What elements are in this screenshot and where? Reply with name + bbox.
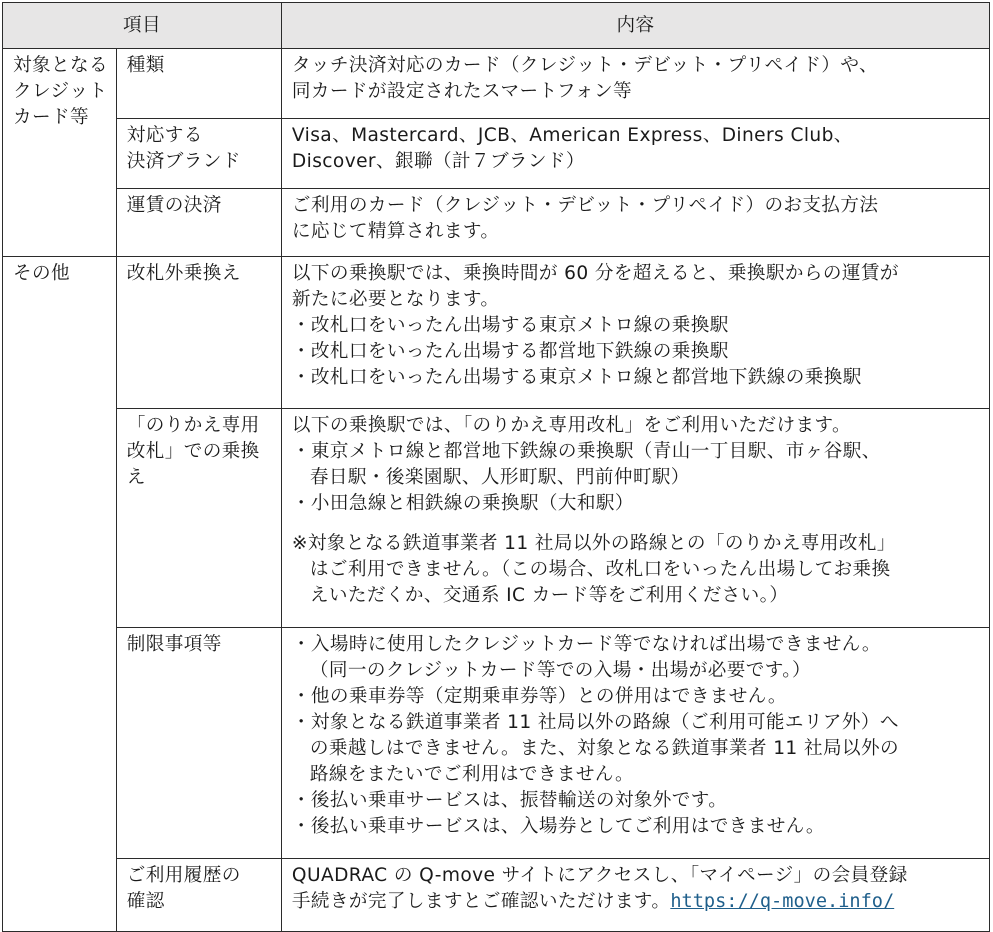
item-label: 改札外乗換え <box>126 263 241 284</box>
content-text: 以下の乗換駅では、「のりかえ専用改札」をご利用いただけます。 <box>291 415 851 436</box>
paragraph-spacer <box>292 517 979 531</box>
item-cell <box>116 189 281 257</box>
table-row <box>3 119 990 189</box>
content-cell <box>281 257 989 409</box>
bullet-item: ・入場時に使用したクレジットカード等でなければ出場できません。 <box>291 634 881 655</box>
item-cell <box>116 257 281 409</box>
bullet-item: ・東京メトロ線と都営地下鉄線の乗換駅（青山一丁目駅、市ヶ谷駅、 <box>291 441 881 462</box>
item-label: 「のりかえ専用 <box>126 415 260 436</box>
bullet-item: ・他の乗車券等（定期乗車券等）との併用はできません。 <box>291 686 787 707</box>
item-label: 種類 <box>126 55 165 76</box>
table-header-row <box>3 3 990 49</box>
bullet-continuation: 春日駅・後楽園駅、人形町駅、門前仲町駅） <box>309 467 690 488</box>
category-label: カード等 <box>13 107 89 128</box>
table-row <box>3 189 990 257</box>
item-label: 決済ブランド <box>126 151 241 172</box>
content-text: タッチ決済対応のカード（クレジット・デビット・プリペイド）や、 <box>291 55 879 76</box>
bullet-item: ・改札口をいったん出場する都営地下鉄線の乗換駅 <box>291 341 729 362</box>
bullet-continuation: 路線をまたいでご利用はできません。 <box>309 764 634 785</box>
content-text: 新たに必要となります。 <box>291 289 500 310</box>
item-label: 改札」での乗換 <box>126 441 260 462</box>
table-row <box>3 257 990 409</box>
note-continuation: はご利用できません。（この場合、改札口をいったん出場してお乗換 <box>309 559 891 580</box>
content-cell <box>281 859 989 932</box>
category-cell-other <box>3 257 117 932</box>
item-label: 確認 <box>126 891 165 912</box>
item-label: 制限事項等 <box>126 634 222 655</box>
bullet-continuation: （同一のクレジットカード等での入場・出場が必要です。） <box>309 660 811 681</box>
item-label: ご利用履歴の <box>126 865 241 886</box>
bullet-item: ・改札口をいったん出場する東京メトロ線と都営地下鉄線の乗換駅 <box>291 367 862 388</box>
q-move-site-link[interactable]: https://q-move.info/ <box>670 891 895 912</box>
content-cell <box>281 189 989 257</box>
bullet-item: ・対象となる鉄道事業者 11 社局以外の路線（ご利用可能エリア外）へ <box>291 712 899 733</box>
content-cell <box>281 409 989 628</box>
content-text: 手続きが完了しますとご確認いただけます。 <box>291 891 671 912</box>
item-label: え <box>126 467 146 488</box>
content-cell <box>281 628 989 859</box>
bullet-item: ・小田急線と相鉄線の乗換駅（大和駅） <box>291 493 634 514</box>
content-text: 同カードが設定されたスマートフォン等 <box>291 81 632 102</box>
content-text: Visa、Mastercard、JCB、American Express、Diners Club、 <box>291 125 853 146</box>
item-label: 対応する <box>126 125 203 146</box>
category-cell-cards <box>3 49 117 257</box>
note-continuation: えいただくか、交通系 IC カード等をご利用ください。） <box>309 585 789 606</box>
category-label: クレジット <box>13 81 108 102</box>
header-content: 内容 <box>281 3 989 49</box>
bullet-item: ・改札口をいったん出場する東京メトロ線の乗換駅 <box>291 315 729 336</box>
content-cell <box>281 49 989 119</box>
table-row <box>3 628 990 859</box>
bullet-continuation: の乗越しはできません。また、対象となる鉄道事業者 11 社局以外の <box>309 738 899 759</box>
content-text-with-link <box>292 889 979 915</box>
table-row <box>3 49 990 119</box>
header-item: 項目 <box>3 3 282 49</box>
content-cell <box>281 119 989 189</box>
bullet-item: ・後払い乗車サービスは、振替輸送の対象外です。 <box>291 790 728 811</box>
bullet-item: ・後払い乗車サービスは、入場券としてご利用はできません。 <box>291 816 825 837</box>
content-text: に応じて精算されます。 <box>291 221 500 242</box>
item-cell <box>116 49 281 119</box>
category-label: 対象となる <box>13 55 108 76</box>
content-text: ご利用のカード（クレジット・デビット・プリペイド）のお支払方法 <box>291 195 879 216</box>
item-cell <box>116 859 281 932</box>
item-cell <box>116 119 281 189</box>
table-row <box>3 409 990 628</box>
note-text: ※対象となる鉄道事業者 11 社局以外の路線との「のりかえ専用改札」 <box>291 533 896 554</box>
content-text: Discover、銀聯（計７ブランド） <box>291 151 585 172</box>
table-row <box>3 859 990 932</box>
item-label: 運賃の決済 <box>126 195 222 216</box>
item-cell <box>116 409 281 628</box>
content-text: QUADRAC の Q-move サイトにアクセスし、「マイページ」の会員登録 <box>291 865 908 886</box>
service-spec-table <box>2 2 990 932</box>
item-cell <box>116 628 281 859</box>
content-text: 以下の乗換駅では、乗換時間が 60 分を超えると、乗換駅からの運賃が <box>291 263 899 284</box>
category-label: その他 <box>13 263 70 284</box>
